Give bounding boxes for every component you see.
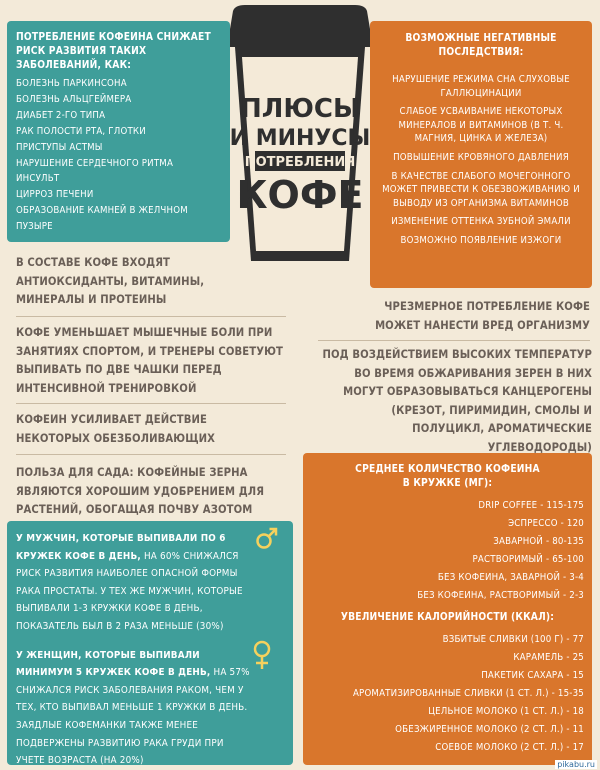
list-item: ЦЕЛЬНОЕ МОЛОКО (1 СТ. Л.) - 18 <box>428 706 584 717</box>
benefits-heading: ПОТРЕБЛЕНИЕ КОФЕИНА СНИЖАЕТ РИСК РАЗВИТИЯ ТАКИХ ЗАБОЛЕВАНИЙ, КАК: <box>16 32 211 71</box>
negatives-heading: ВОЗМОЖНЫЕ НЕГАТИВНЫЕ ПОСЛЕДСТВИЯ: <box>405 33 557 58</box>
watermark: pikabu.ru <box>557 760 595 769</box>
caffeine-list <box>311 497 584 605</box>
list-item: НАРУШЕНИЕ РЕЖИМА СНА СЛУХОВЫЕ ГАЛЛЮЦИНАЦИИ <box>392 74 570 99</box>
list-item: ДИАБЕТ 2-ГО ТИПА <box>16 109 106 121</box>
women-study-text: У ЖЕНЩИН, КОТОРЫЕ ВЫПИВАЛИ МИНИМУМ 5 КРУЖЕК КОФЕ В ДЕНЬ, НА 57% СНИЖАЛСЯ РИСК ЗАБОЛЕВАНИЯ РАКОМ, ЧЕМ У ТЕХ, КТО ВЫПИВАЛ МЕНЬШЕ 1 КРУЖКИ В ДЕНЬ. ЗАЯДЛЫЕ КОФЕМАНКИ ТАКЖЕ МЕНЕЕ ПОДВЕРЖЕНЫ РАЗВИТИЮ РАКА ГРУДИ ПРИ УЧЕТЕ ВОЗРАСТА (НА 20%) <box>16 649 250 767</box>
divider <box>16 316 286 317</box>
list-item: БЕЗ КОФЕИНА, ЗАВАРНОЙ - 3-4 <box>437 572 584 583</box>
list-item: ПАКЕТИК САХАРА - 15 <box>481 670 584 681</box>
caffeine-box <box>303 453 592 765</box>
men-study-text: У МУЖЧИН, КОТОРЫЕ ВЫПИВАЛИ ПО 6 КРУЖЕК КОФЕ В ДЕНЬ, НА 60% СНИЖАЛСЯ РИСК РАЗВИТИЯ НАИБОЛЕЕ ОПАСНОЙ ФОРМЫ РАКА ПРОСТАТЫ. У ТЕХ ЖЕ МУЖЧИН, КОТОРЫЕ ВЫПИВАЛИ 1-3 КРУЖКИ КОФЕ В ДЕНЬ, ПОКАЗАТЕЛЬ БЫЛ В 2 РАЗА МЕНЬШЕ (30%) <box>16 533 243 632</box>
male-symbol-icon <box>255 526 279 550</box>
divider <box>16 403 286 404</box>
coffee-cup-illustration <box>225 5 375 261</box>
list-item: РАК ПОЛОСТИ РТА, ГЛОТКИ <box>16 125 146 137</box>
benefits-box <box>7 21 230 242</box>
list-item: ЗАВАРНОЙ - 80-135 <box>493 536 584 547</box>
list-item: БЕЗ КОФЕИНА, РАСТВОРИМЫЙ - 2-3 <box>417 590 584 601</box>
list-item: В КАЧЕСТВЕ СЛАБОГО МОЧЕГОННОГО МОЖЕТ ПРИВЕСТИ К ОБЕЗВОЖИВАНИЮ И ВЫВОДУ ИЗ ОРГАНИЗМА ВИТАМИНОВ <box>382 170 580 209</box>
cup-line3: ПОТРЕБЛЕНИЯ <box>244 155 356 170</box>
list-item: DRIP COFFEE - 115-175 <box>478 500 584 511</box>
calories-list <box>311 631 584 757</box>
list-item: СЛАБОЕ УСВАИВАНИЕ НЕКОТОРЫХ МИНЕРАЛОВ И ВИТАМИНОВ (В Т. Ч. МАГНИЯ, ЦИНКА И ЖЕЛЕЗА) <box>398 106 564 145</box>
left-fact-1: В СОСТАВЕ КОФЕ ВХОДЯТ АНТИОКСИДАНТЫ, ВИТАМИНЫ, МИНЕРАЛЫ И ПРОТЕИНЫ <box>16 256 205 306</box>
list-item: ИЗМЕНЕНИЕ ОТТЕНКА ЗУБНОЙ ЭМАЛИ <box>391 216 571 228</box>
cup-line1: ПЛЮСЫ <box>240 94 360 124</box>
list-item: РАСТВОРИМЫЙ - 65-100 <box>472 554 584 565</box>
female-symbol-icon <box>251 640 273 670</box>
list-item: ВОЗМОЖНО ПОЯВЛЕНИЕ ИЗЖОГИ <box>400 234 562 246</box>
list-item: БОЛЕЗНЬ АЛЬЦГЕЙМЕРА <box>16 93 132 105</box>
list-item: ЦИРРОЗ ПЕЧЕНИ <box>16 189 94 201</box>
list-item: НАРУШЕНИЕ СЕРДЕЧНОГО РИТМА <box>16 157 174 169</box>
right-fact-1: ЧРЕЗМЕРНОЕ ПОТРЕБЛЕНИЕ КОФЕ МОЖЕТ НАНЕСТИ ВРЕД ОРГАНИЗМУ <box>375 300 590 332</box>
cup-line2: И МИНУСЫ <box>229 126 371 151</box>
right-fact-2: ПОД ВОЗДЕЙСТВИЕМ ВЫСОКИХ ТЕМПЕРАТУР ВО ВРЕМЯ ОБЖАРИВАНИЯ ЗЕРЕН В НИХ МОГУТ ОБРАЗОВЫВАТЬСЯ КАНЦЕРОГЕНЫ (КРЕЗОТ, ПИРИМИДИН, СМОЛЫ И ПОЛУЦИКЛ, АРОМАТИЧЕСКИЕ УГЛЕВОДОРОДЫ) <box>322 348 592 454</box>
list-item: ИНСУЛЬТ <box>16 173 60 185</box>
benefits-list <box>16 76 221 235</box>
list-item: ОБЕЗЖИРЕННОЕ МОЛОКО (2 СТ. Л.) - 11 <box>395 724 584 735</box>
list-item: БОЛЕЗНЬ ПАРКИНСОНА <box>16 78 127 89</box>
list-item: ПОВЫШЕНИЕ КРОВЯНОГО ДАВЛЕНИЯ <box>393 151 569 163</box>
caffeine-heading: СРЕДНЕЕ КОЛИЧЕСТВО КОФЕИНА В КРУЖКЕ (МГ): <box>355 464 540 489</box>
negatives-box <box>370 21 592 288</box>
negatives-list <box>380 73 582 248</box>
cup-line4: КОФЕ <box>236 173 364 217</box>
list-item: ОБРАЗОВАНИЕ КАМНЕЙ В ЖЕЛЧНОМ ПУЗЫРЕ <box>16 205 188 233</box>
list-item: ПРИСТУПЫ АСТМЫ <box>16 141 103 153</box>
list-item: ЭСПРЕССО - 120 <box>508 518 584 529</box>
calories-heading: УВЕЛИЧЕНИЕ КАЛОРИЙНОСТИ (ККАЛ): <box>340 612 555 623</box>
divider <box>318 340 590 341</box>
left-fact-3: КОФЕИН УСИЛИВАЕТ ДЕЙСТВИЕ НЕКОТОРЫХ ОБЕЗБОЛИВАЮЩИХ <box>16 413 216 445</box>
list-item: КАРАМЕЛЬ - 25 <box>513 652 584 663</box>
left-fact-4: ПОЛЬЗА ДЛЯ САДА: КОФЕЙНЫЕ ЗЕРНА ЯВЛЯЮТСЯ ХОРОШИМ УДОБРЕНИЕМ ДЛЯ РАСТЕНИЙ, ОБОГАЩАЯ ПОЧВУ АЗОТОМ <box>16 466 265 516</box>
divider <box>16 454 286 455</box>
study-box <box>7 521 293 765</box>
list-item: ВЗБИТЫЕ СЛИВКИ (100 Г) - 77 <box>442 634 584 645</box>
list-item: СОЕВОЕ МОЛОКО (2 СТ. Л.) - 17 <box>435 742 584 753</box>
list-item: АРОМАТИЗИРОВАННЫЕ СЛИВКИ (1 СТ. Л.) - 15-35 <box>352 688 584 699</box>
left-fact-2: КОФЕ УМЕНЬШАЕТ МЫШЕЧНЫЕ БОЛИ ПРИ ЗАНЯТИЯХ СПОРТОМ, И ТРЕНЕРЫ СОВЕТУЮТ ВЫПИВАТЬ ПО ДВЕ ЧАШКИ ПЕРЕД ИНТЕНСИВНОЙ ТРЕНИРОВКОЙ <box>16 326 283 395</box>
